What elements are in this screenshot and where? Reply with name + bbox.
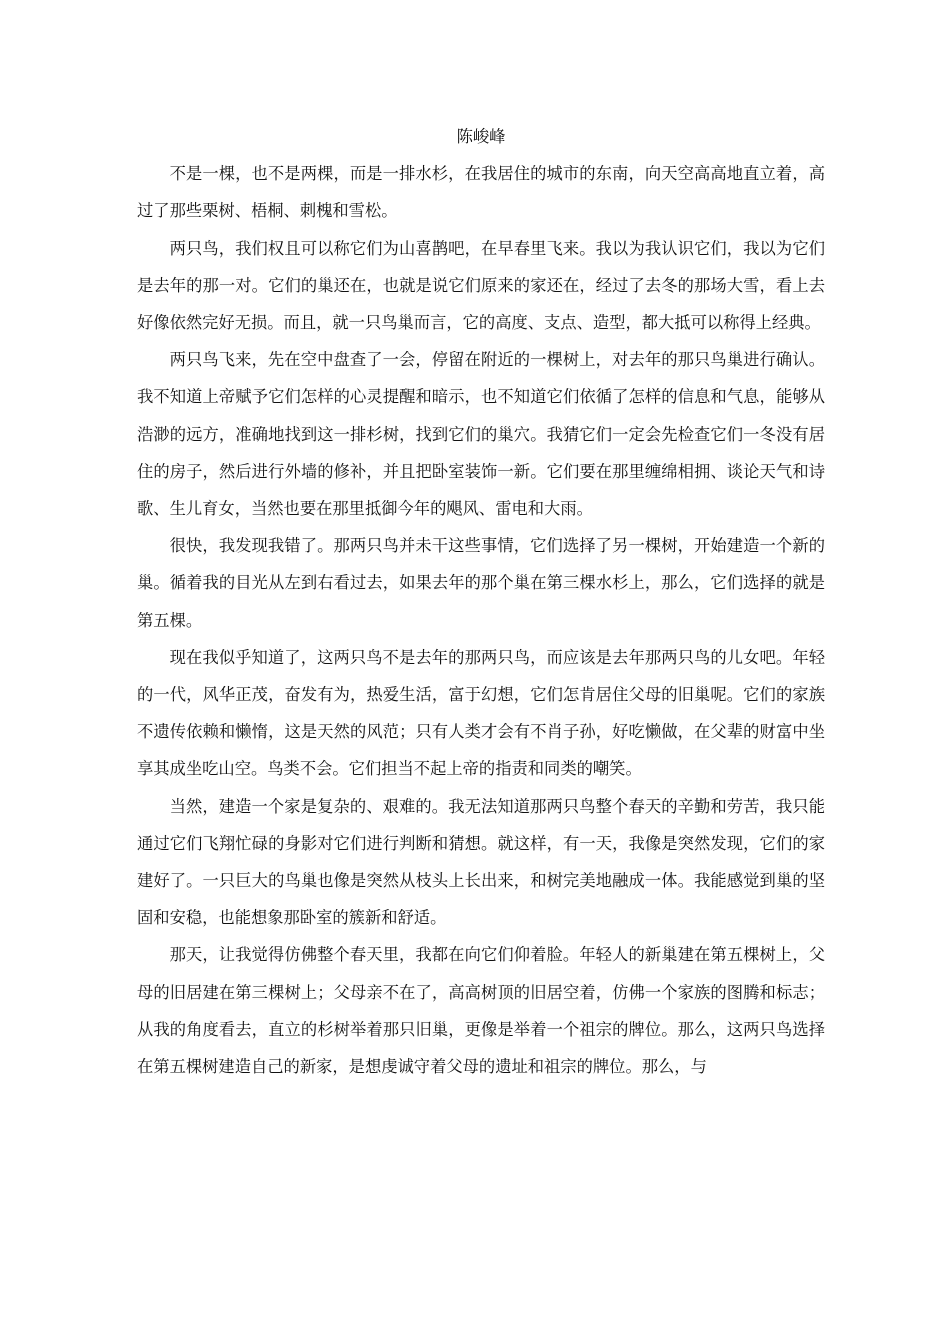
paragraph-3: 两只鸟飞来，先在空中盘查了一会，停留在附近的一棵树上，对去年的那只鸟巢进行确认。我不知道上帝赋予它们怎样的心灵提醒和暗示，也不知道它们依循了怎样的信息和气息，能够从浩渺的远方，准确地找到这一排杉树，找到它们的巢穴。我猜它们一定会先检查它们一冬没有居住的房子，然后进行外墙的修补，并且把卧室装饰一新。它们要在那里缠绵相拥、谈论天气和诗歌、生儿育女，当然也要在那里抵御今年的飓风、雷电和大雨。 [137,350,825,519]
paragraph-1: 不是一棵，也不是两棵，而是一排水杉，在我居住的城市的东南，向天空高高地直立着，高过了那些栗树、梧桐、刺槐和雪松。 [137,164,825,221]
article-body [137,118,825,1085]
paragraph-2: 两只鸟，我们权且可以称它们为山喜鹊吧，在早春里飞来。我以为我认识它们，我以为它们是去年的那一对。它们的巢还在，也就是说它们原来的家还在，经过了去冬的那场大雪，看上去好像依然完好无损。而且，就一只鸟巢而言，它的高度、支点、造型，都大抵可以称得上经典。 [137,238,825,333]
paragraph-7: 那天，让我觉得仿佛整个春天里，我都在向它们仰着脸。年轻人的新巢建在第五棵树上，父母的旧居建在第三棵树上；父母亲不在了，高高树顶的旧居空着，仿佛一个家族的图腾和标志；从我的角度看去，直立的杉树举着那只旧巢，更像是举着一个祖宗的牌位。那么，这两只鸟选择在第五棵树建造自己的新家，是想虔诚守着父母的遗址和祖宗的牌位。那么，与 [137,945,825,1077]
paragraph-5: 现在我似乎知道了，这两只鸟不是去年的那两只鸟，而应该是去年那两只鸟的儿女吧。年轻的一代，风华正茂，奋发有为，热爱生活，富于幻想，它们怎肯居住父母的旧巢呢。它们的家族不遗传依赖和懒惰，这是天然的风范；只有人类才会有不肖子孙，好吃懒做，在父辈的财富中坐享其成坐吃山空。鸟类不会。它们担当不起上帝的指责和同类的嘲笑。 [137,647,825,779]
paragraph-6: 当然，建造一个家是复杂的、艰难的。我无法知道那两只鸟整个春天的辛勤和劳苦，我只能通过它们飞翔忙碌的身影对它们进行判断和猜想。就这样，有一天，我像是突然发现，它们的家建好了。一只巨大的鸟巢也像是突然从枝头上长出来，和树完美地融成一体。我能感觉到巢的坚固和安稳，也能想象那卧室的簇新和舒适。 [137,796,825,928]
author-name: 陈峻峰 [456,127,506,146]
paragraph-4: 很快，我发现我错了。那两只鸟并未干这些事情，它们选择了另一棵树，开始建造一个新的巢。循着我的目光从左到右看过去，如果去年的那个巢在第三棵水杉上，那么，它们选择的就是第五棵。 [137,536,825,630]
